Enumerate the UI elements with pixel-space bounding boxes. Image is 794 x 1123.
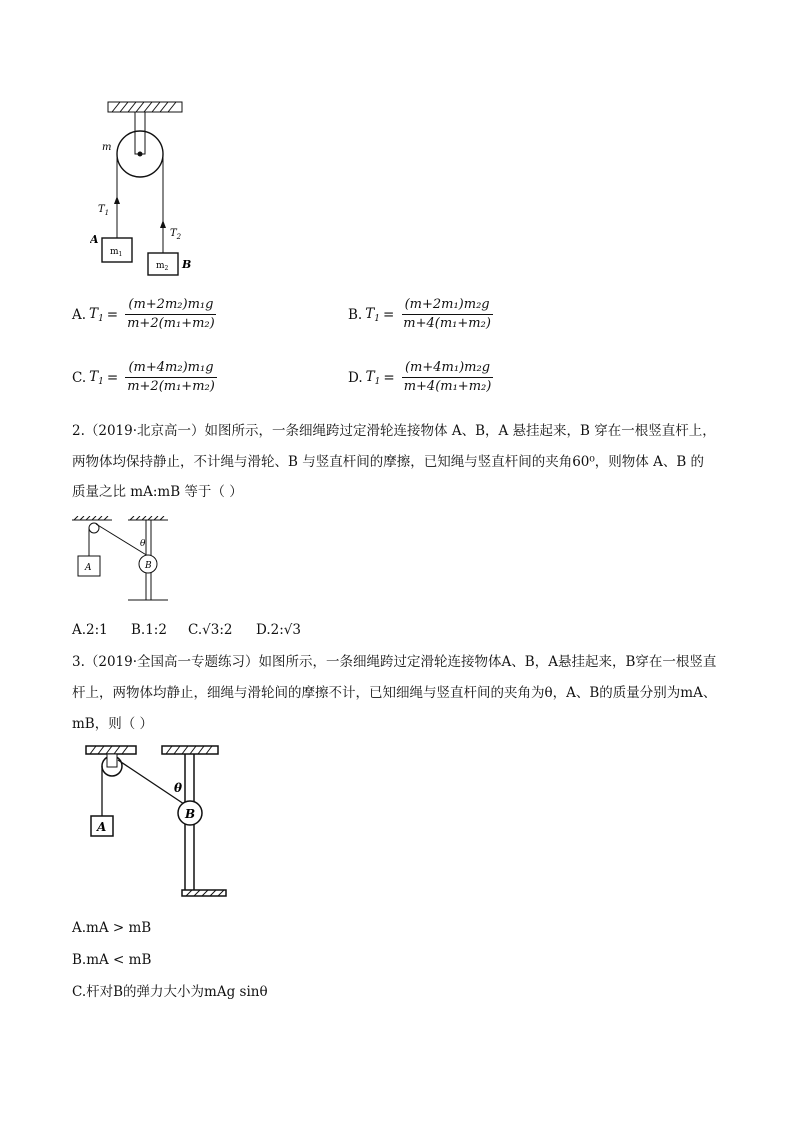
q2-option-c[interactable]: C.√3:2 [188, 622, 233, 638]
fraction: $\frac{\text{(m+2m₁)m₂g}}{\text{m+4(m₁+m₂)}}$ [403, 297, 491, 331]
svg-text:θ: θ [174, 781, 183, 795]
fraction: $\frac{\text{(m+4m₂)m₁g}}{\text{m+2(m₁+m₂)}}$ [127, 360, 215, 394]
q2-stem-line-1: 2.（2019·北京高一）如图所示，一条细绳跨过定滑轮连接物体 A、B，A 悬挂起来，B 穿在一根竖直杆上， [72, 423, 716, 439]
svg-text:B: B [145, 561, 152, 571]
fraction: $\frac{\text{(m+4m₁)m₂g}}{\text{m+4(m₁+m₂)}}$ [403, 360, 492, 394]
q1-option-b[interactable]: B. $T_1$ = $\frac{\text{(m+2m₁)m₂g}}{\text{m+4(m₁+m₂)}}$ [348, 297, 494, 332]
fig1-label-m: m [102, 142, 112, 153]
q1-option-d[interactable]: D. $T_1$ = $\frac{\text{(m+4m₁)m₂g}}{\text{m+4(m₁+m₂)}}$ [348, 360, 494, 395]
pulley-figure-3 [82, 742, 242, 902]
q3-stem-line-3: mB，则（ ） [72, 716, 154, 732]
fig1-label-t1: $T_1$ [98, 204, 110, 217]
q2-stem-line-3: 质量之比 mA:mB 等于（ ） [72, 484, 243, 500]
q2-option-d[interactable]: D.2:√3 [256, 622, 301, 638]
q2-stem-line-2: 两物体均保持静止，不计绳与滑轮、B 与竖直杆间的摩擦，已知绳与竖直杆间的夹角60⁰，则物体 A、B 的 [72, 454, 705, 470]
q3-option-b[interactable]: B.mA < mB [72, 952, 152, 968]
pulley-figure-1 [90, 98, 200, 283]
pulley-figure-2 [70, 516, 180, 606]
q2-option-b[interactable]: B.1:2 [131, 622, 167, 638]
svg-text:θ: θ [140, 539, 146, 549]
fraction: $\frac{\text{(m+2m₂)m₁g}}{\text{m+2(m₁+m₂)}}$ [127, 297, 215, 331]
q3-option-a[interactable]: A.mA > mB [72, 920, 152, 936]
fig1-label-a: A [90, 233, 99, 246]
q3-stem-line-2: 杆上，两物体均静止，细绳与滑轮间的摩擦不计，已知细绳与竖直杆间的夹角为θ，A、B的质量分别为mA、 [72, 685, 717, 701]
fig1-label-t2: $T_2$ [170, 228, 182, 241]
svg-text:A: A [97, 820, 107, 834]
q3-stem-line-1: 3.（2019·全国高一专题练习）如图所示，一条细绳跨过定滑轮连接物体A、B，A悬挂起来，B穿在一根竖直 [72, 654, 717, 670]
fig1-label-b: B [182, 258, 192, 271]
svg-text:A: A [85, 563, 92, 573]
q1-option-a[interactable]: A. $T_1$ = $\frac{\text{(m+2m₂)m₁g}}{\text{m+2(m₁+m₂)}}$ [72, 297, 218, 332]
q2-option-a[interactable]: A.2:1 [72, 622, 108, 638]
fig1-box-a-label: $m_1$ [110, 247, 123, 258]
q1-option-c[interactable]: C. $T_1$ = $\frac{\text{(m+4m₂)m₁g}}{\text{m+2(m₁+m₂)}}$ [72, 360, 218, 395]
svg-text:B: B [185, 807, 196, 821]
fig1-box-b-label: $m_2$ [156, 261, 169, 272]
q3-option-c[interactable]: C.杆对B的弹力大小为mAg sinθ [72, 984, 268, 1000]
